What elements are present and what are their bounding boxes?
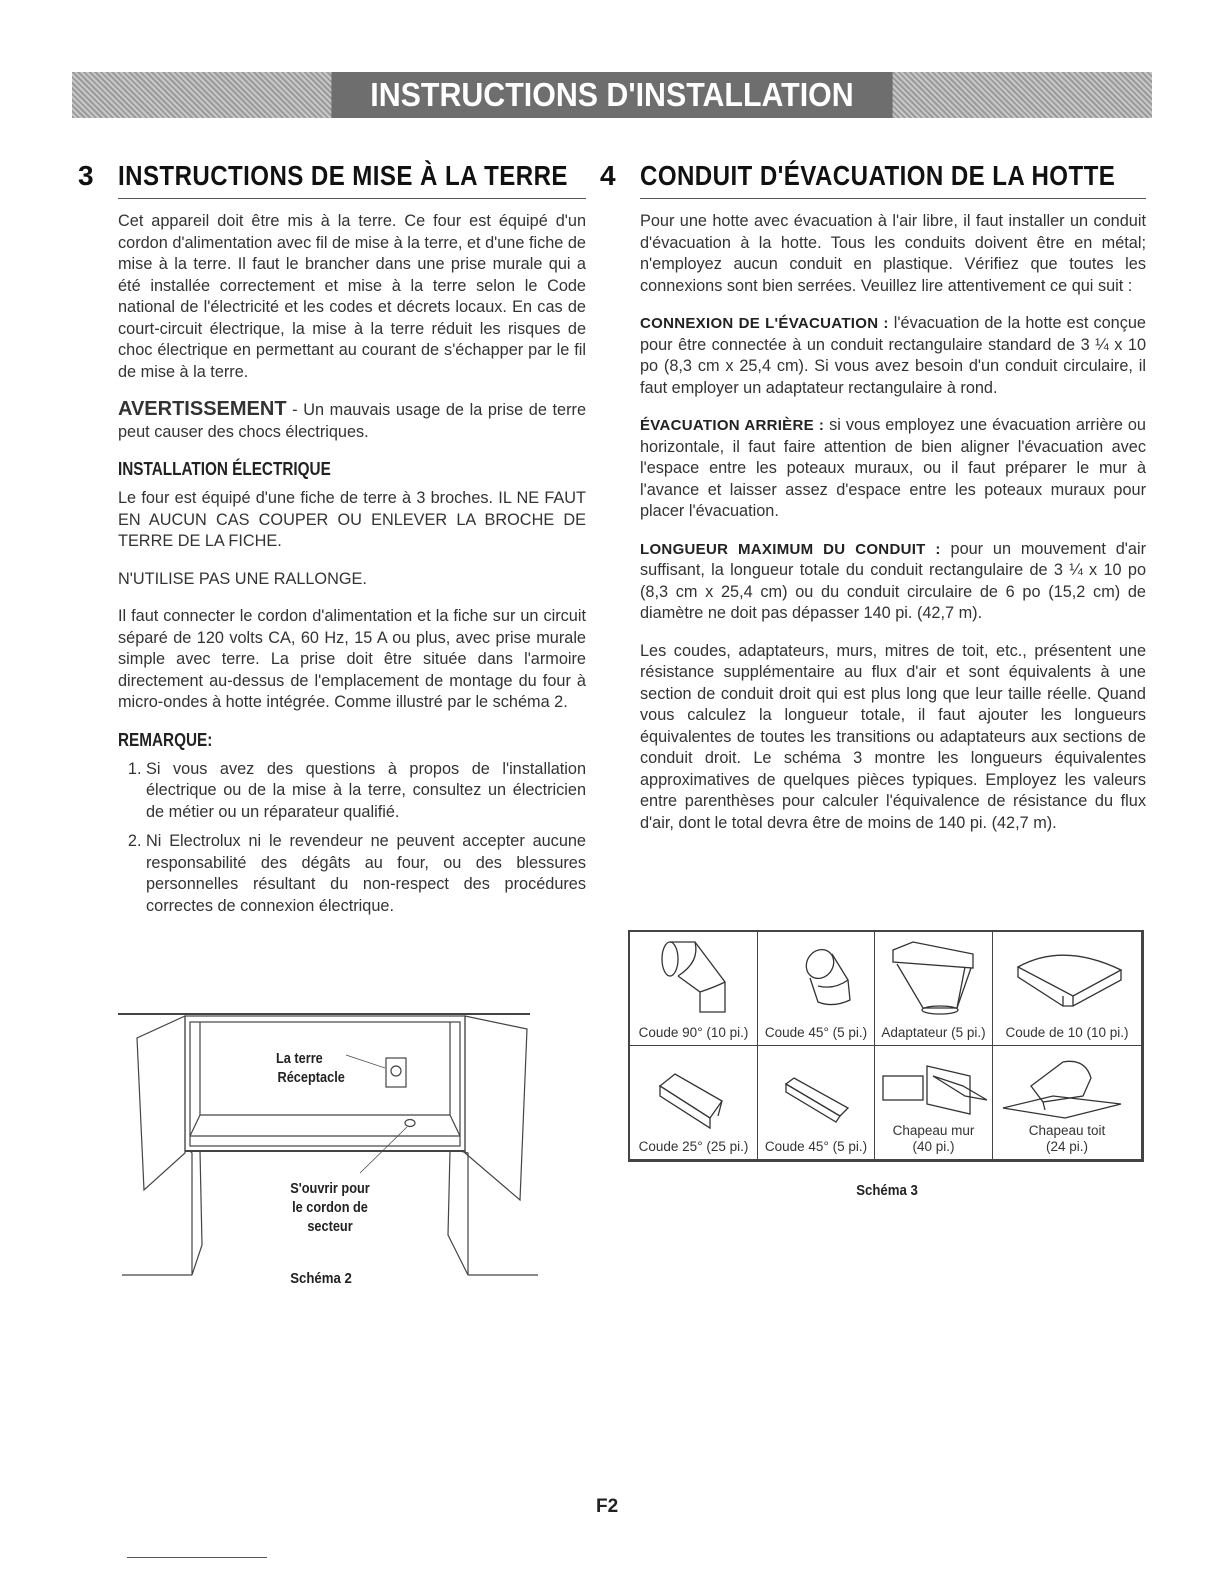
figure-2-caption: Schéma 2	[290, 1270, 352, 1287]
section-number: 3	[78, 160, 95, 191]
part-label: Coude 90° (10 pi.)	[638, 1025, 749, 1040]
part-cell	[993, 1046, 1142, 1160]
elbow-rect-icon	[993, 932, 1142, 1022]
header-banner	[72, 72, 1152, 118]
opening-label-1: S'ouvrir pour	[290, 1180, 370, 1197]
part-label-line: Chapeau mur	[892, 1123, 975, 1138]
coudes-paragraph: Les coudes, adaptateurs, murs, mitres de toit, etc., présentent une résistance supplémentaire au flux d'air et sont équivalents à une section de conduit droit qui est plus long que leur taille réelle. Quand vous calculez la longueur totale, il faut ajouter les longueurs équivalentes de toutes les transitions ou adaptateurs aux sections de conduit droit. Le schéma 3 montre les longueurs équivalentes approximatives de quelques pièces typiques. Employez les valeurs entre parenthèses pour calculer l'équivalence de résistance du flux d'air, dont le total devra être de moins de 140 pi. (42,7 m).	[640, 641, 1146, 832]
part-cell	[993, 932, 1142, 1046]
warning-label: AVERTISSEMENT	[118, 398, 287, 420]
part-label: Coude de 10 (10 pi.)	[1005, 1025, 1129, 1040]
part-label	[875, 1123, 992, 1155]
section-grounding	[78, 160, 586, 925]
cabinet-illustration	[110, 995, 540, 1295]
duct-25-icon	[630, 1046, 758, 1136]
subheading-electrical: INSTALLATION ÉLECTRIQUE	[118, 459, 331, 479]
subheading-note: REMARQUE:	[118, 729, 213, 750]
paragraph: Il faut connecter le cordon d'alimentation et la fiche sur un circuit séparé de 120 volts CA, 60 Hz, 15 A ou plus, avec prise murale simple avec terre. La prise doit être située dans l'armoire directement au-dessus de l'emplacement de montage du four à micro-ondes à hotte intégrée. Comme illustré par le schéma 2.	[118, 607, 586, 711]
receptacle-label-1: La terre	[276, 1050, 323, 1067]
adapter-icon	[875, 932, 993, 1022]
figure-3-caption: Schéma 3	[856, 1182, 918, 1199]
intro-paragraph: Cet appareil doit être mis à la terre. Ce four est équipé d'un cordon d'alimentation avec fil de mise à la terre, et d'une fiche de mise à la terre. Il faut le brancher dans une prise murale qui a été installée correctement et mise à la terre selon le Code national de l'électricité et les codes et décrets locaux. En cas de court-circuit électrique, la mise à la terre réduit les risques de choc électrique en permettant au courant de s'échapper par le fil de mise à la terre.	[118, 212, 586, 381]
part-cell	[758, 1046, 875, 1160]
section-number: 4	[600, 160, 617, 191]
intro-paragraph: Pour une hotte avec évacuation à l'air libre, il faut installer un conduit d'évacuation à la hotte. Tous les conduits doivent être en métal; n'employez aucun conduit en plastique. Vérifiez que toutes les connexions sont bien serrées. Veuillez lire attentivement ce qui suit :	[640, 212, 1146, 295]
lead-label: CONNEXION DE L'ÉVACUATION :	[640, 315, 889, 332]
paragraph: N'UTILISE PAS UNE RALLONGE.	[118, 569, 367, 588]
part-label: Coude 45° (5 pi.)	[764, 1025, 868, 1040]
part-label: Coude 25° (25 pi.)	[638, 1139, 749, 1154]
part-label	[993, 1123, 1141, 1155]
part-label-line: Chapeau toit	[1028, 1123, 1106, 1138]
list-item: 1. Si vous avez des questions à propos de l'installation électrique ou de la mise à la terre, consultez un électricien de métier ou un réparateur qualifié.	[146, 759, 586, 824]
lead-label: ÉVACUATION ARRIÈRE :	[640, 417, 825, 434]
notes-list	[118, 759, 586, 918]
list-item: 2. Ni Electrolux ni le revendeur ne peuvent accepter aucune responsabilité des dégâts au four, ou des blessures personnelles résultant du non-respect des procédures correctes de connexion électrique.	[146, 831, 586, 917]
part-length: (24 pi.)	[1045, 1139, 1089, 1154]
footer-rule	[127, 1557, 267, 1558]
paragraph-text: l'évacuation de la hotte est conçue pour être connectée à un conduit rectangulaire standard de 3 ¼ x 10 po (8,3 cm x 25,4 cm). Si vous avez besoin d'un conduit circulaire, il faut employer un adaptateur rectangulaire à rond.	[640, 314, 1146, 397]
receptacle-label-2: Réceptacle	[277, 1069, 345, 1086]
arriere-paragraph	[640, 415, 1146, 523]
page-number: F2	[596, 1496, 619, 1517]
section-title: INSTRUCTIONS DE MISE À LA TERRE	[118, 160, 568, 191]
part-cell	[630, 1046, 758, 1160]
part-label: Coude 45° (5 pi.)	[764, 1139, 868, 1154]
section-hood-exhaust	[600, 160, 1146, 850]
opening-label-3: secteur	[307, 1218, 353, 1235]
section-heading	[600, 160, 1146, 199]
warning-text: - Un mauvais usage de la prise de terre peut causer des chocs électriques.	[118, 401, 586, 441]
figure-2-cabinet	[110, 995, 540, 1295]
part-cell	[630, 932, 758, 1046]
paragraph: Le four est équipé d'une fiche de terre à 3 broches. IL NE FAUT EN AUCUN CAS COUPER OU ENLEVER LA BROCHE DE TERRE DE LA FICHE.	[118, 489, 586, 550]
warning-paragraph	[118, 399, 586, 443]
banner-title: INSTRUCTIONS D'INSTALLATION	[331, 72, 892, 118]
opening-label-2: le cordon de	[292, 1199, 368, 1216]
section-heading	[78, 160, 586, 199]
part-cell	[875, 1046, 993, 1160]
section-title: CONDUIT D'ÉVACUATION DE LA HOTTE	[640, 160, 1116, 191]
longueur-paragraph	[640, 539, 1146, 625]
part-length: (40 pi.)	[912, 1139, 955, 1154]
connexion-paragraph	[640, 313, 1146, 399]
part-cell	[758, 932, 875, 1046]
part-label: Adaptateur (5 pi.)	[881, 1025, 986, 1040]
part-cell	[875, 932, 993, 1046]
lead-label: LONGUEUR MAXIMUM DU CONDUIT :	[640, 540, 941, 558]
paragraph-text: pour un mouvement d'air suffisant, la longueur totale du conduit rectangulaire de 3 ¼ x 10 po (8,3 cm x 25,4 cm) ou du conduit circulaire de 6 po (15,2 cm) de diamètre ne doit pas dépasser 140 pi. (42,7 m).	[640, 539, 1146, 622]
elbow-90-icon	[630, 932, 758, 1022]
duct-45-icon	[758, 1046, 875, 1136]
paragraph-text: si vous employez une évacuation arrière ou horizontale, il faut faire attention de bien aligner l'évacuation avec l'espace entre les poteaux muraux, ou il faut préparer le mur à l'avance et laisser assez d'espace entre les poteaux muraux pour placer l'évacuation.	[640, 416, 1146, 520]
elbow-45-round-icon	[758, 932, 875, 1022]
figure-3-parts-table	[628, 930, 1144, 1162]
